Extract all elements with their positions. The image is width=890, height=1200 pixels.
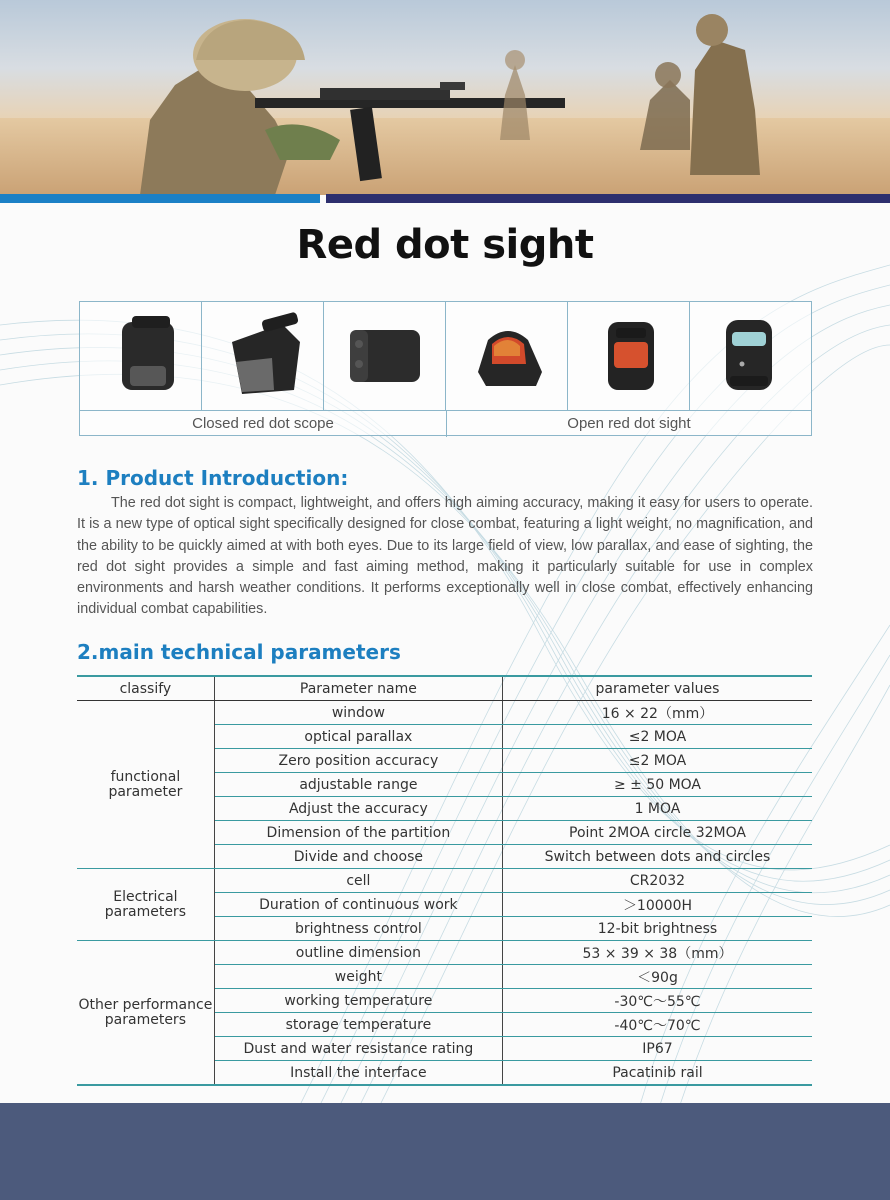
banner-stripe-right: [326, 194, 890, 203]
category-cell: functional parameter: [77, 701, 214, 869]
product-gallery-labels: [80, 410, 811, 437]
param-value: -40℃～70℃: [502, 1013, 812, 1037]
param-name: Install the interface: [214, 1061, 502, 1086]
param-name: Dimension of the partition: [214, 821, 502, 845]
closed-scope-label: Closed red dot scope: [80, 411, 447, 437]
page-title: Red dot sight: [296, 222, 594, 268]
param-value: Switch between dots and circles: [502, 845, 812, 869]
param-value: 53 × 39 × 38（mm）: [502, 941, 812, 965]
table-row: [77, 941, 812, 965]
param-value: ≤2 MOA: [502, 749, 812, 773]
param-name: Adjust the accuracy: [214, 797, 502, 821]
table-row: [77, 701, 812, 725]
param-name: cell: [214, 869, 502, 893]
param-name: window: [214, 701, 502, 725]
banner-image: [0, 0, 890, 195]
param-name: outline dimension: [214, 941, 502, 965]
parameters-table: [77, 675, 812, 1086]
technical-parameters-heading: 2.main technical parameters: [77, 640, 401, 664]
open-sight-label: Open red dot sight: [567, 415, 691, 432]
param-name: optical parallax: [214, 725, 502, 749]
param-value: Pacatinib rail: [502, 1061, 812, 1086]
product-gallery: [79, 301, 812, 436]
column-header-parameter-values: parameter values: [502, 676, 812, 701]
product-introduction-heading: 1. Product Introduction:: [77, 466, 349, 490]
param-value: ≥ ± 50 MOA: [502, 773, 812, 797]
param-value: 16 × 22（mm）: [502, 701, 812, 725]
param-name: Zero position accuracy: [214, 749, 502, 773]
param-value: ＞10000H: [502, 893, 812, 917]
param-value: -30℃～55℃: [502, 989, 812, 1013]
product-image-closed-1: [80, 302, 202, 410]
param-name: Divide and choose: [214, 845, 502, 869]
column-header-classify: classify: [77, 676, 214, 701]
param-value: ≤2 MOA: [502, 725, 812, 749]
param-value: 12-bit brightness: [502, 917, 812, 941]
param-name: adjustable range: [214, 773, 502, 797]
param-value: ＜90g: [502, 965, 812, 989]
param-name: storage temperature: [214, 1013, 502, 1037]
product-image-open-2: [568, 302, 690, 410]
param-value: IP67: [502, 1037, 812, 1061]
product-image-closed-3: [324, 302, 446, 410]
column-header-parameter-name: Parameter name: [214, 676, 502, 701]
param-value: 1 MOA: [502, 797, 812, 821]
table-header-row: [77, 676, 812, 701]
param-name: brightness control: [214, 917, 502, 941]
product-image-closed-2: [202, 302, 324, 410]
param-value: Point 2MOA circle 32MOA: [502, 821, 812, 845]
param-name: working temperature: [214, 989, 502, 1013]
banner-stripe-left: [0, 194, 320, 203]
product-introduction-text: The red dot sight is compact, lightweight, and offers high aiming accuracy, making it easy for users to operate. It is a new type of optical sight specifically designed for close combat, featuring a light weight, no magnification, and the ability to be quickly aimed at with both eyes. Due to its large field of view, low parallax, and ease of sighting, the red dot sight provides a simple and fast aiming method, making it particularly suitable for use in complex environments and harsh weather conditions. It performs exceptionally well in close combat, effectively enhancing individual combat capabilities.: [77, 495, 813, 618]
category-cell: Other performance parameters: [77, 941, 214, 1086]
footer-band: [0, 1103, 890, 1200]
category-cell: Electrical parameters: [77, 869, 214, 941]
param-name: Dust and water resistance rating: [214, 1037, 502, 1061]
table-row: [77, 869, 812, 893]
param-name: Duration of continuous work: [214, 893, 502, 917]
product-image-open-3: [690, 302, 813, 410]
product-image-open-1: [446, 302, 568, 410]
param-name: weight: [214, 965, 502, 989]
param-value: CR2032: [502, 869, 812, 893]
